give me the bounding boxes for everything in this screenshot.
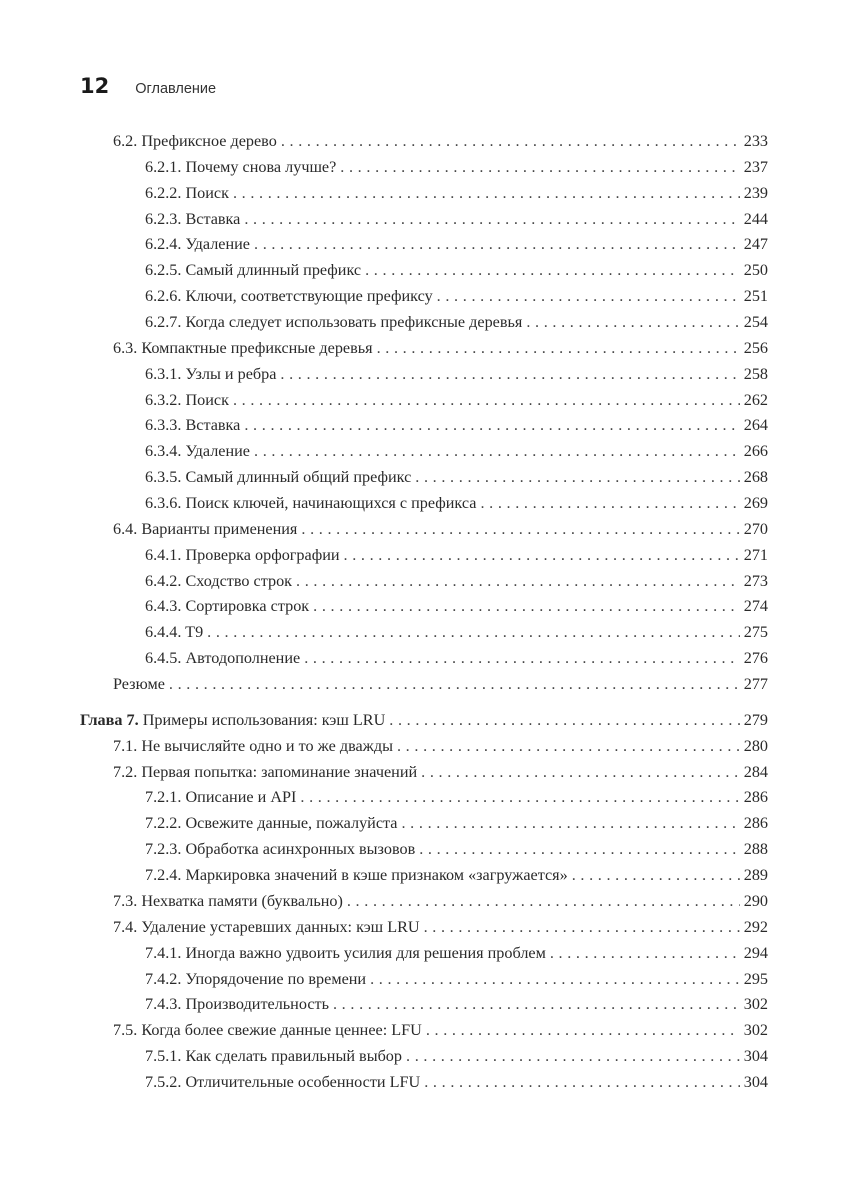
entry-page-number: 239 [743,183,768,202]
entry-page-number: 271 [743,545,768,564]
toc-entry [80,569,768,595]
toc-entry [80,620,768,646]
dot-leader [419,837,740,863]
entry-label: 7.5.2. Отличительные особенности LFU [145,1072,421,1091]
dot-leader [333,992,740,1018]
entry-page-number: 304 [743,1072,768,1091]
toc-entry [80,811,768,837]
entry-label: 6.2.1. Почему снова лучше? [145,157,337,176]
dot-leader [304,646,740,672]
entry-page-number: 244 [743,209,768,228]
toc-entry [80,1070,768,1096]
entry-label: 6.4.5. Автодополнение [145,649,301,668]
dot-leader [244,413,739,439]
entry-page-number: 288 [743,840,768,859]
toc-entry [80,517,768,543]
dot-leader [426,1018,740,1044]
entry-label [80,708,385,734]
toc-entry [80,465,768,491]
toc-entry [80,863,768,889]
entry-page-number: 264 [743,416,768,435]
toc-entry [80,915,768,941]
entry-label: 7.1. Не вычисляйте одно и то же дважды [113,736,393,755]
entry-page-number: 262 [743,390,768,409]
entry-label: 7.4.2. Упорядочение по времени [145,969,367,988]
entry-label: 6.2.4. Удаление [145,235,250,254]
dot-leader [389,708,739,734]
entry-label: 7.3. Нехватка памяти (буквально) [113,891,343,910]
entry-label: 6.2.7. Когда следует использовать префиксные деревья [145,313,523,332]
entry-label: 7.5.1. Как сделать правильный выбор [145,1047,402,1066]
page-number: 12 [80,74,110,98]
entry-page-number: 277 [743,675,768,694]
entry-label: 7.5. Когда более свежие данные ценнее: LFU [113,1021,422,1040]
dot-leader [207,620,740,646]
dot-leader [296,569,740,595]
entry-page-number: 286 [743,814,768,833]
entry-page-number: 302 [743,995,768,1014]
entry-label: 6.4. Варианты применения [113,519,298,538]
running-title: Оглавление [135,81,217,97]
entry-label: 6.2.3. Вставка [145,209,241,228]
dot-leader [370,967,740,993]
entry-label: 7.4.3. Производительность [145,995,329,1014]
toc-entry [80,785,768,811]
toc-entry [80,491,768,517]
entry-page-number: 286 [743,788,768,807]
entry-page-number: 295 [743,969,768,988]
toc-entry [80,336,768,362]
dot-leader [280,362,739,388]
entry-label: 6.3.2. Поиск [145,390,229,409]
toc-entry [80,207,768,233]
toc-entry [80,362,768,388]
chapter-title: Примеры использования: кэш LRU [142,710,386,729]
entry-label: 7.4.1. Иногда важно удвоить усилия для решения проблем [145,943,546,962]
dot-leader [233,181,740,207]
entry-page-number: 292 [743,917,768,936]
dot-leader [169,672,740,698]
entry-page-number: 256 [743,338,768,357]
toc-entry [80,760,768,786]
toc-entry [80,992,768,1018]
entry-label: 6.4.1. Проверка орфографии [145,545,340,564]
toc-entry [80,837,768,863]
entry-page-number: 279 [743,710,768,729]
dot-leader [550,941,740,967]
entry-page-number: 289 [743,866,768,885]
dot-leader [344,543,740,569]
toc-entry [80,129,768,155]
entry-label: 6.2.2. Поиск [145,183,229,202]
toc-entry [80,232,768,258]
entry-page-number: 270 [743,519,768,538]
entry-page-number: 250 [743,261,768,280]
entry-page-number: 304 [743,1047,768,1066]
entry-label: 7.2. Первая попытка: запоминание значений [113,762,418,781]
entry-page-number: 280 [743,736,768,755]
entry-label: 7.2.3. Обработка асинхронных вызовов [145,840,416,859]
toc-entry [80,1018,768,1044]
toc-entry [80,181,768,207]
dot-leader [301,517,739,543]
entry-page-number: 233 [743,132,768,150]
entry-label: 6.3.3. Вставка [145,416,241,435]
entry-label: 7.2.4. Маркировка значений в кэше признаком «загружается» [145,866,568,885]
entry-page-number: 254 [743,313,768,332]
entry-label: 7.2.1. Описание и API [145,788,297,807]
dot-leader [406,1044,740,1070]
dot-leader [377,336,740,362]
table-of-contents [80,129,768,1096]
entry-label: 6.2.5. Самый длинный префикс [145,261,362,280]
entry-label: 7.4. Удаление устаревших данных: кэш LRU [113,917,420,936]
dot-leader [254,232,740,258]
entry-page-number: 268 [743,468,768,487]
entry-label: 6.3.1. Узлы и ребра [145,364,277,383]
toc-entry [80,1044,768,1070]
entry-label: 6.4.3. Сортировка строк [145,597,310,616]
toc-entry [80,734,768,760]
entry-page-number: 273 [743,571,768,590]
entry-page-number: 302 [743,1021,768,1040]
dot-leader [480,491,739,517]
entry-page-number: 276 [743,649,768,668]
toc-entry [80,646,768,672]
toc-entry [80,310,768,336]
dot-leader [244,207,739,233]
toc-entry [80,543,768,569]
dot-leader [424,915,740,941]
entry-label: 6.4.2. Сходство строк [145,571,293,590]
entry-page-number: 251 [743,287,768,306]
toc-entry [80,284,768,310]
running-header [80,74,216,98]
entry-label: 6.4.4. T9 [145,623,204,642]
entry-page-number: 258 [743,364,768,383]
dot-leader [421,760,740,786]
dot-leader [415,465,739,491]
entry-page-number: 247 [743,235,768,254]
dot-leader [281,129,740,155]
entry-label: 6.3.6. Поиск ключей, начинающихся с префикса [145,494,477,513]
toc-chapter-entry [80,708,768,734]
dot-leader [572,863,740,889]
entry-label: 7.2.2. Освежите данные, пожалуйста [145,814,398,833]
toc-entry [80,967,768,993]
entry-label: 6.3. Компактные префиксные деревья [113,338,373,357]
dot-leader [300,785,739,811]
dot-leader [424,1070,739,1096]
toc-entry [80,388,768,414]
toc-entry [80,941,768,967]
dot-leader [313,594,740,620]
toc-entry [80,889,768,915]
dot-leader [437,284,740,310]
dot-leader [233,388,740,414]
toc-entry [80,155,768,181]
chapter-prefix: Глава 7. [80,710,139,729]
toc-entry [80,258,768,284]
toc-entry [80,594,768,620]
entry-page-number: 284 [743,762,768,781]
dot-leader [365,258,740,284]
entry-label: 6.3.4. Удаление [145,442,250,461]
entry-label: Резюме [113,675,165,694]
dot-leader [397,734,740,760]
toc-entry [80,672,768,698]
entry-label: 6.2.6. Ключи, соответствующие префиксу [145,287,433,306]
entry-page-number: 237 [743,157,768,176]
toc-entry [80,413,768,439]
entry-label: 6.3.5. Самый длинный общий префикс [145,468,412,487]
entry-page-number: 290 [743,891,768,910]
dot-leader [340,155,739,181]
entry-page-number: 266 [743,442,768,461]
dot-leader [347,889,740,915]
entry-page-number: 294 [743,943,768,962]
entry-label: 6.2. Префиксное дерево [113,132,277,150]
dot-leader [254,439,740,465]
toc-entry [80,439,768,465]
entry-page-number: 274 [743,597,768,616]
dot-leader [401,811,739,837]
dot-leader [526,310,739,336]
entry-page-number: 275 [743,623,768,642]
entry-page-number: 269 [743,494,768,513]
